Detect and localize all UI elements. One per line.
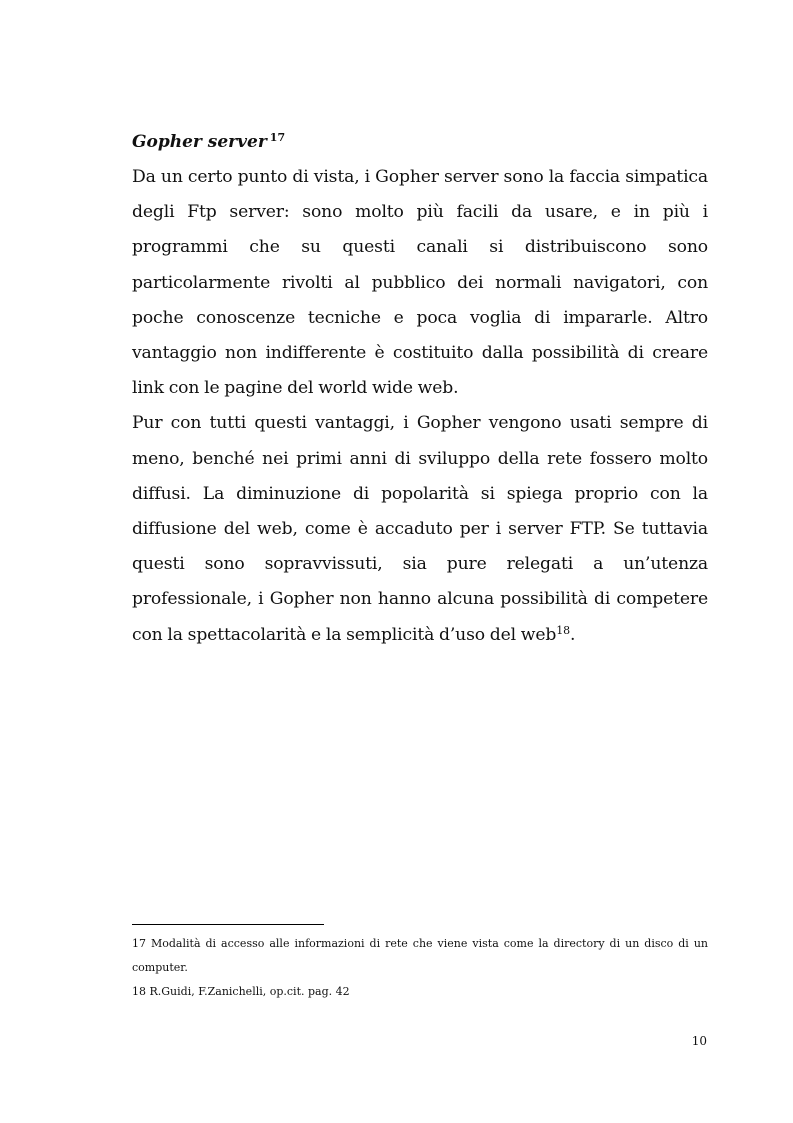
section-title: Gopher server (132, 132, 267, 152)
footnote-ref-17[interactable]: 17 (269, 131, 286, 144)
page-number: 10 (691, 1034, 707, 1048)
paragraph-2 (132, 406, 708, 652)
footnote-ref-18[interactable]: 18 (556, 623, 570, 637)
body-text (132, 160, 708, 653)
footnote-18: 18 R.Guidi, F.Zanichelli, op.cit. pag. 42 (132, 985, 350, 998)
paragraph-1: Da un certo punto di vista, i Gopher server sono la faccia simpatica degli Ftp server: sono molto più facili da usare, e in più i programmi che su questi canali si distribuiscono sono particolarmente rivolti al pubblico dei normali navigatori, con poche conoscenze tecniche e poca voglia di impararle. Altro vantaggio non indifferente è costituito dalla possibilità di creare link con le pagine del world wide web. (132, 167, 708, 399)
section-heading (132, 131, 285, 152)
footnote-17: 17 Modalità di accesso alle informazioni di rete che viene vista come la directory di un disco di un computer. (132, 937, 708, 974)
paragraph-2-tail: . (569, 624, 576, 645)
paragraph-2-text: Pur con tutti questi vantaggi, i Gopher vengono usati sempre di meno, benché nei primi anni di sviluppo della rete fossero molto diffusi. La diminuzione di popolarità si spiega proprio con la diffusione del web, come è accaduto per i server FTP. Se tuttavia questi sono sopravvissuti, sia pure relegati a un’utenza professionale, i Gopher non hanno alcuna possibilità di competere con la spettacolarità e la semplicità d’uso del web (132, 413, 708, 645)
footnotes (132, 932, 708, 1004)
footnote-separator (132, 924, 324, 925)
